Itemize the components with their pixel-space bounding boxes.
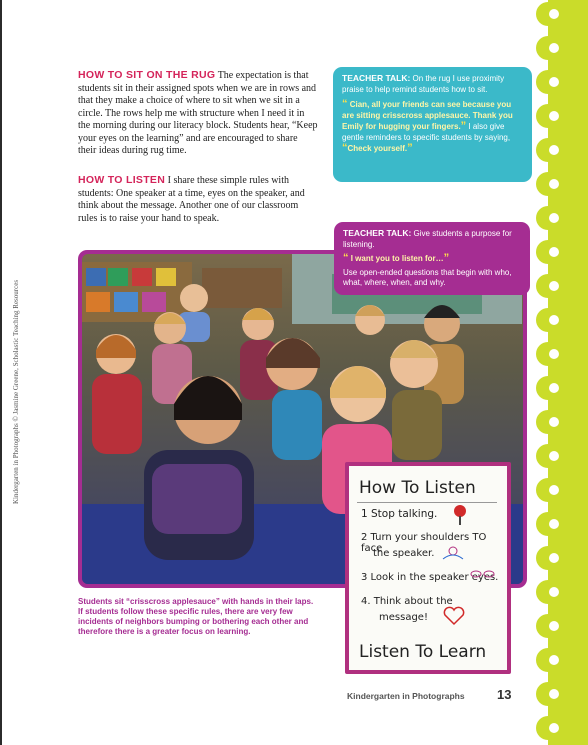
photo-caption: Students sit “crisscross applesauce” with hands in their laps. If students follow these specific rules, there are very few incidents of neighbors bumping or bothering each other and therefore there is a greater focus on learning.	[78, 597, 314, 636]
teacher-talk-label-2: TEACHER TALK:	[343, 228, 412, 238]
stop-sign-icon	[453, 504, 467, 526]
close-quote-icon: ”	[407, 142, 413, 154]
shoulders-drawing-icon	[441, 546, 465, 560]
teacher-talk-callout-2	[334, 222, 530, 295]
teacher-talk-quote-1a: Cian, all your friends can see because you are sitting crisscross applesauce. Thank you Emily for hugging your fingers.	[342, 100, 513, 131]
teacher-talk-intro-1: On the rug I use proximity praise to help remind students how to sit.	[342, 74, 505, 94]
decorative-scallop-strip	[536, 0, 588, 745]
poster-rule	[357, 502, 497, 503]
teacher-talk-outro-2: Use open-ended questions that begin with who, what, where, when, and why.	[343, 267, 512, 287]
page-number: 13	[497, 687, 512, 702]
page-left-edge	[0, 0, 2, 745]
open-quote-icon: “	[342, 142, 348, 154]
teacher-talk-intro-2: Give students a purpose for listening.	[343, 229, 512, 249]
rug-section	[78, 69, 318, 158]
teacher-talk-label-1: TEACHER TALK:	[342, 73, 411, 83]
close-quote-icon: ”	[460, 120, 467, 132]
poster-title: How To Listen	[359, 478, 476, 498]
poster-item-3: 3 Look in the speaker eyes.	[361, 572, 499, 583]
close-quote-icon: ”	[443, 252, 450, 264]
teacher-talk-callout-1	[333, 67, 532, 182]
poster-paper	[349, 466, 507, 670]
listen-heading: HOW TO LISTEN	[78, 174, 166, 186]
heart-drawing-icon	[443, 606, 465, 626]
rug-heading: HOW TO SIT ON THE RUG	[78, 69, 216, 81]
open-quote-icon: “	[342, 98, 348, 110]
poster-item-1: 1 Stop talking.	[361, 508, 438, 520]
open-quote-icon: “	[343, 252, 349, 264]
poster-footer: Listen To Learn	[359, 642, 487, 662]
teacher-talk-quote-2: I want you to listen for…	[350, 254, 444, 263]
how-to-listen-poster	[345, 462, 511, 674]
listen-section	[78, 174, 318, 225]
poster-item-2b: the speaker.	[373, 548, 435, 559]
teacher-talk-quote-1b: Check yourself.	[347, 144, 408, 153]
rug-body: The expectation is that students sit in their assigned spots when we are in rows and that they make a choice of where to sit when we sit in a circle. The rows help me with structure when I need it in the morning during our literacy block. Students hear, “Keep your eyes on the learning” and are encouraged to share their ideas during rug time.	[78, 70, 318, 156]
side-credit: Kindergarten in Photographs © Jasmine Greene, Scholastic Teaching Resources	[12, 279, 20, 504]
poster-item-4: 4. Think about the	[361, 596, 453, 607]
teacher-talk-middle-1: I also give gentle reminders to specific students by saying,	[342, 122, 511, 142]
book-title: Kindergarten in Photographs	[347, 691, 465, 701]
listen-body: I share these simple rules with students: One speaker at a time, eyes on the speaker, and think about the message. Another one of our classroom rules is to raise your hand to speak.	[78, 175, 305, 224]
poster-item-4b: message!	[379, 612, 428, 623]
poster-item-2: 2 Turn your shoulders TO face	[361, 532, 487, 554]
eyes-drawing-icon	[469, 568, 497, 580]
